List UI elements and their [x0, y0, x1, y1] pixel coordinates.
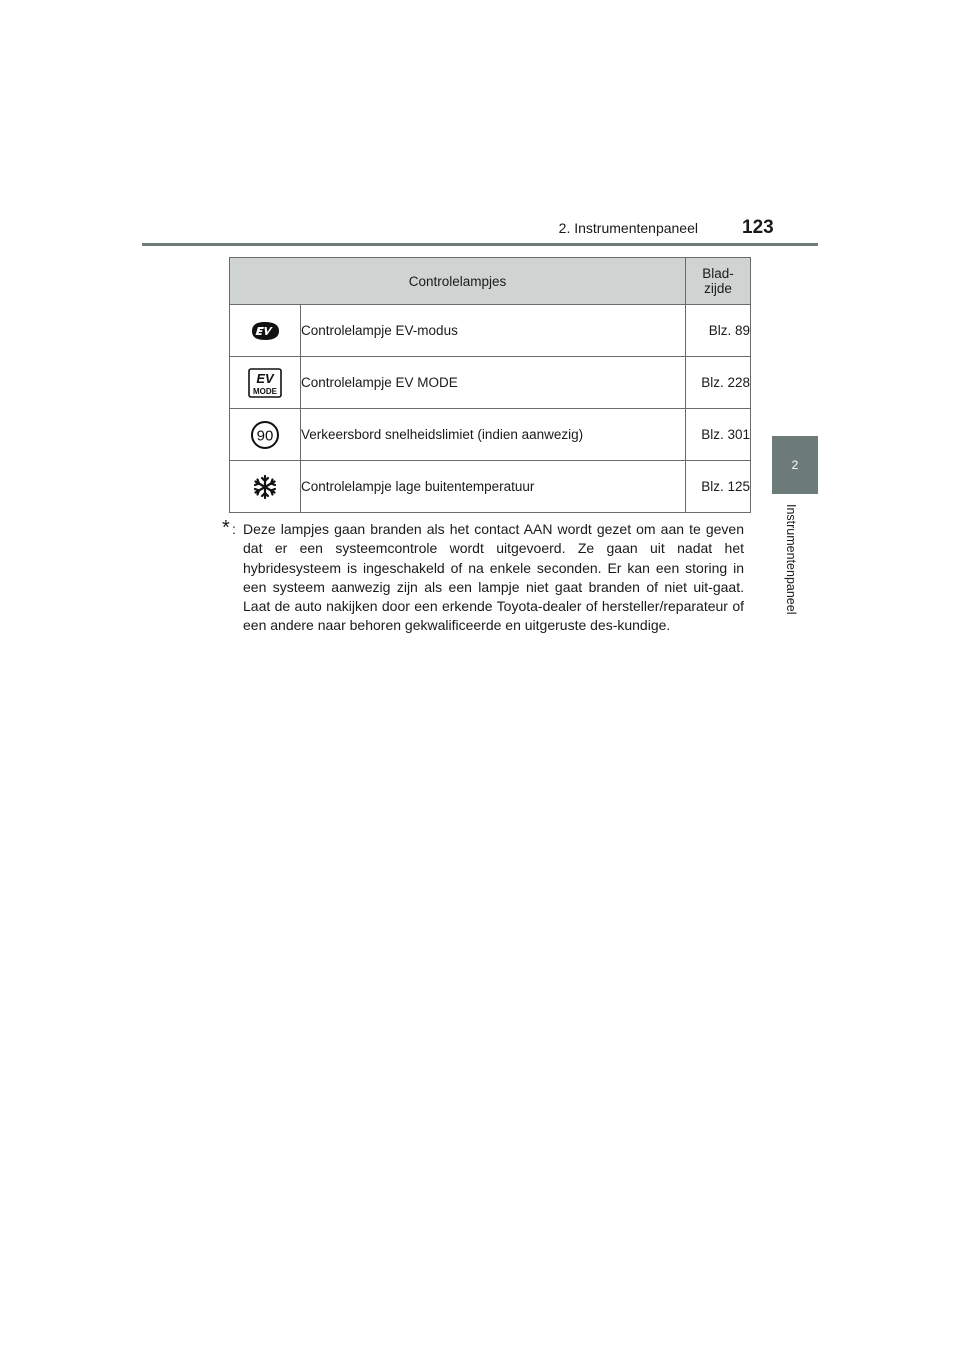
header-page-line2: zijde — [704, 281, 732, 296]
table-row — [230, 305, 751, 357]
page-ref: Blz. 301 — [686, 409, 751, 461]
ev-mode-bottom: MODE — [253, 386, 277, 396]
page-ref: Blz. 228 — [686, 357, 751, 409]
footnote — [222, 517, 744, 636]
icon-cell — [230, 357, 301, 409]
footnote-marker: * — [222, 517, 230, 539]
ev-indicator-icon — [248, 320, 282, 342]
lamp-name: Controlelampje lage buitentemperatuur — [301, 461, 686, 513]
page-ref: Blz. 89 — [686, 305, 751, 357]
chapter-label: Instrumentenpaneel — [784, 504, 798, 615]
lamp-name: Controlelampje EV MODE — [301, 357, 686, 409]
header-lamps: Controlelampjes — [230, 258, 686, 305]
page-ref: Blz. 125 — [686, 461, 751, 513]
speed-limit-value: 90 — [256, 427, 274, 444]
icon-cell — [230, 409, 301, 461]
speed-limit-sign-icon — [250, 420, 280, 450]
ev-mode-top: EV — [256, 370, 274, 386]
footnote-text: Deze lampjes gaan branden als het contact AAN wordt gezet om aan te geven dat er een systeemcontrole wordt uitgevoerd. Ze gaan uit nadat het hybridesysteem is ingeschakeld of na enkele seconden. Er kan een storing in een systeem aanwezig zijn als een lampje niet gaat branden of niet uit-gaat. Laat de auto nakijken door een erkende Toyota-dealer of hersteller/reparateur of een andere naar behoren gekwalificeerde en uitgeruste des-kundige. — [243, 521, 744, 634]
header-page-line1: Blad- — [702, 266, 734, 281]
section-title: 2. Instrumentenpaneel — [558, 220, 698, 236]
chapter-tab — [772, 436, 818, 494]
icon-cell — [230, 305, 301, 357]
chapter-number: 2 — [791, 458, 799, 472]
ev-mode-icon — [248, 368, 282, 398]
table-row — [230, 409, 751, 461]
table-row — [230, 357, 751, 409]
snowflake-icon — [252, 474, 278, 500]
footnote-separator: : — [232, 521, 236, 537]
page-number: 123 — [742, 217, 774, 238]
header-rule — [142, 243, 818, 246]
table-header-row — [230, 258, 751, 305]
icon-cell — [230, 461, 301, 513]
lamp-name: Controlelampje EV-modus — [301, 305, 686, 357]
header-page — [686, 258, 751, 305]
indicator-table — [229, 257, 751, 513]
table-row — [230, 461, 751, 513]
lamp-name: Verkeersbord snelheidslimiet (indien aanwezig) — [301, 409, 686, 461]
